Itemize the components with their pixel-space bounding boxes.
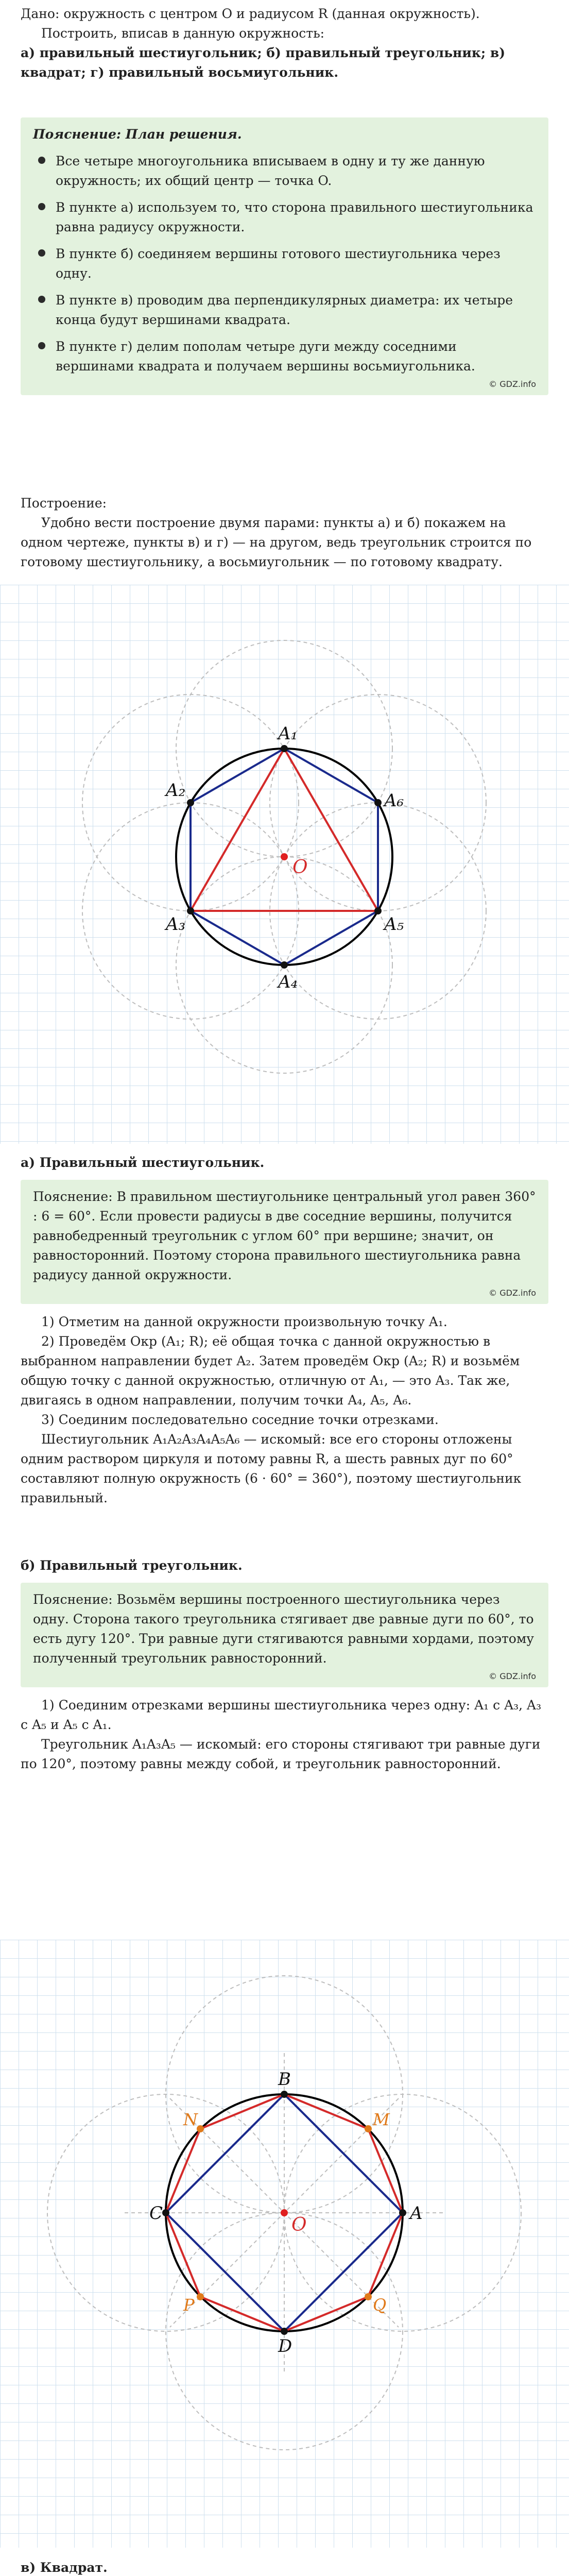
section-b [0,1556,569,1774]
label-O: O [291,2214,307,2235]
section-b-result: Треугольник A₁A₃A₅ — искомый: его стороны стягивают три равные дуги по 120°, поэтому равны между собой, и треугольник равносторонний. [21,1737,541,1771]
triangle [191,749,378,911]
label-D: D [278,2336,292,2357]
label-A2: A₂ [166,780,186,801]
label-C: C [149,2203,163,2224]
label-O: O [292,857,308,878]
label-A6: A₆ [384,790,404,811]
section-a-note [21,1180,548,1304]
label-N: N [183,2110,198,2129]
section-a [0,1153,569,1508]
figure-hexagon-triangle [0,585,569,1144]
center-point [281,853,288,860]
label-B: B [278,2069,291,2090]
section-a-step: 2) Проведём Окр (A₁; R); её общая точка с данной окружностью в выбранном направлении будет A₂. Затем проведём Окр (A₂; R) и возьмём общую точку с данной окружностью, отличную от A₁, — это A₃. Так же, двигаясь в одном направлении, получим точки A₄, A₅, A₆. [21,1334,520,1408]
plan-item: В пункте в) проводим два перпендикулярных диаметра: их четыре конца будут вершинами квадрата. [33,291,536,330]
section-b-step: 1) Соединим отрезками вершины шестиугольника через одну: A₁ с A₃, A₃ с A₅ и A₅ с A₁. [21,1698,542,1732]
intro-block [0,4,569,82]
construction-text: Удобно вести построение двумя парами: пункты а) и б) покажем на одном чертеже, пункты в) и г) — на другом, ведь треугольник строится по готовому шестиугольнику, а восьмиугольник — по готовому квадрату. [21,515,532,569]
plan-item: В пункте б) соединяем вершины готового шестиугольника через одну. [33,244,536,283]
watermark: © GDZ.info [489,1288,536,1298]
construction-title: Построение: [21,496,107,511]
construction-block [0,494,569,572]
label-P: P [183,2295,195,2315]
plan-item: Все четыре многоугольника вписываем в одну и ту же данную окружность; их общий центр — точка O. [33,151,536,191]
watermark: © GDZ.info [489,1671,536,1681]
center-point [281,2209,288,2216]
figure-square-octagon [0,1940,569,2548]
section-c-title: в) Квадрат. [21,2560,108,2575]
plan-item: В пункте а) используем то, что сторона правильного шестиугольника равна радиусу окружности. [33,198,536,237]
section-a-result: Шестиугольник A₁A₂A₃A₄A₅A₆ — искомый: все его стороны отложены одним раствором циркуля и потому равны R, а шесть равных дуг по 60° составляют полную окружность (6 · 60° = 360°), поэтому шестиугольник правильный. [21,1432,522,1505]
section-a-note-text: Пояснение: В правильном шестиугольнике центральный угол равен 360° : 6 = 60°. Если провести радиусы в две соседние вершины, получится равнобедренный треугольник с углом 60° при вершине; значит, он равносторонний. Поэтому сторона правильного шестиугольника равна радиусу данной окружности. [33,1189,536,1282]
section-b-note [21,1583,548,1687]
plan-item: В пункте г) делим пополам четыре дуги между соседними вершинами квадрата и получаем вершины восьмиугольника. [33,337,536,376]
label-A: A [410,2203,423,2224]
label-A4: A₄ [278,972,298,992]
hexagon-drawing [0,585,569,1144]
octagon-drawing [0,1940,569,2548]
section-c [0,2558,569,2576]
watermark: © GDZ.info [489,379,536,389]
label-A3: A₃ [166,914,186,935]
section-a-step: 1) Отметим на данной окружности произвольную точку A₁. [41,1314,447,1329]
task-text: Построить, вписав в данную окружность: [41,26,325,41]
label-A5: A₅ [384,914,404,935]
section-b-title: б) Правильный треугольник. [21,1558,243,1573]
plan-title: Пояснение: План решения. [33,127,242,142]
label-M: M [373,2110,390,2129]
label-A1: A₁ [278,723,298,744]
plan-box [21,117,548,395]
task-items: а) правильный шестиугольник; б) правильный треугольник; в) квадрат; г) правильный восьмиугольник. [21,45,506,80]
given-text: Дано: окружность с центром O и радиусом R (данная окружность). [21,6,480,21]
section-a-step: 3) Соединим последовательно соседние точки отрезками. [41,1412,439,1427]
label-Q: Q [373,2295,387,2315]
section-b-note-text: Пояснение: Возьмём вершины построенного шестиугольника через одну. Сторона такого треугольника стягивает две равные дуги по 60°, то есть дугу 120°. Три равные дуги стягиваются равными хордами, поэтому полученный треугольник равносторонний. [33,1592,534,1666]
section-a-title: а) Правильный шестиугольник. [21,1155,265,1170]
